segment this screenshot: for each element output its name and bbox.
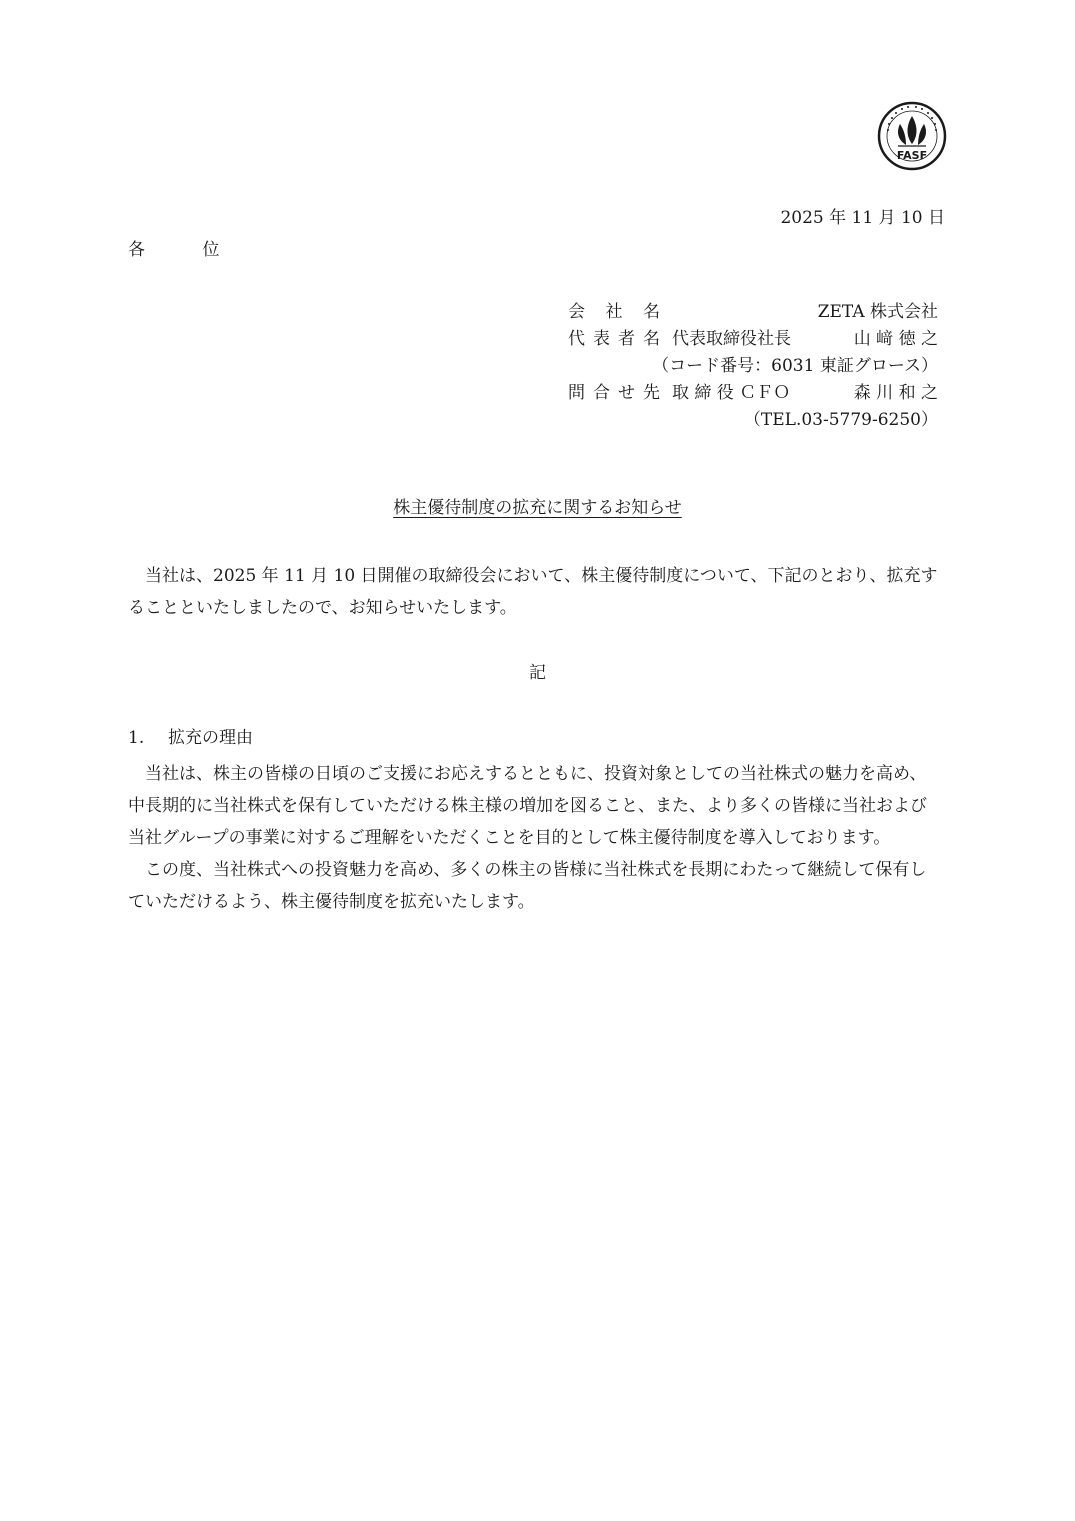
representative-row	[568, 327, 938, 353]
document-date: 2025 年 11 月 10 日	[780, 208, 945, 228]
company-name-label: 会 社 名	[568, 302, 660, 322]
document-title	[0, 496, 1075, 520]
fasf-logo	[876, 100, 948, 172]
contact-name: 森 川 和 之	[853, 383, 938, 403]
ki-marker: 記	[529, 663, 546, 683]
stock-code: （コード番号：6031 東証グロース）	[652, 356, 938, 376]
company-name-value: ZETA 株式会社	[817, 302, 938, 322]
representative-label: 代表者名	[568, 329, 660, 349]
contact-title: 取 締 役 ＣＦＯ	[672, 383, 791, 403]
contact-label: 問合せ先	[568, 383, 660, 403]
representative-name: 山 﨑 徳 之	[853, 329, 938, 349]
document-title-text: 株主優待制度の拡充に関するお知らせ	[393, 498, 682, 518]
addressee: 各 位	[128, 240, 246, 260]
section-1-title: 拡充の理由	[168, 728, 253, 748]
section-1-paragraph-1: 当社は、株主の皆様の日頃のご支援にお応えするとともに、投資対象としての当社株式の魅力を高め、中長期的に当社株式を保有していただける株主様の増加を図ること、また、より多くの皆様に当社および当社グループの事業に対するご理解をいただくことを目的として株主優待制度を導入しております。	[128, 764, 927, 848]
section-1-number: 1.	[128, 728, 145, 748]
section-1-paragraph-2: この度、当社株式への投資魅力を高め、多くの株主の皆様に当社株式を長期にわたって継続して保有していただけるよう、株主優待制度を拡充いたします。	[128, 860, 927, 912]
section-1-heading	[128, 726, 253, 750]
fasf-logo-text: FASF	[896, 149, 928, 162]
company-name-row	[568, 300, 938, 326]
contact-row	[568, 381, 938, 407]
representative-title: 代表取締役社長	[672, 329, 791, 349]
intro-paragraph: 当社は、2025 年 11 月 10 日開催の取締役会において、株主優待制度について、下記のとおり、拡充することといたしましたので、お知らせいたします。	[128, 566, 938, 618]
contact-tel: （TEL.03-5779-6250）	[743, 410, 938, 430]
